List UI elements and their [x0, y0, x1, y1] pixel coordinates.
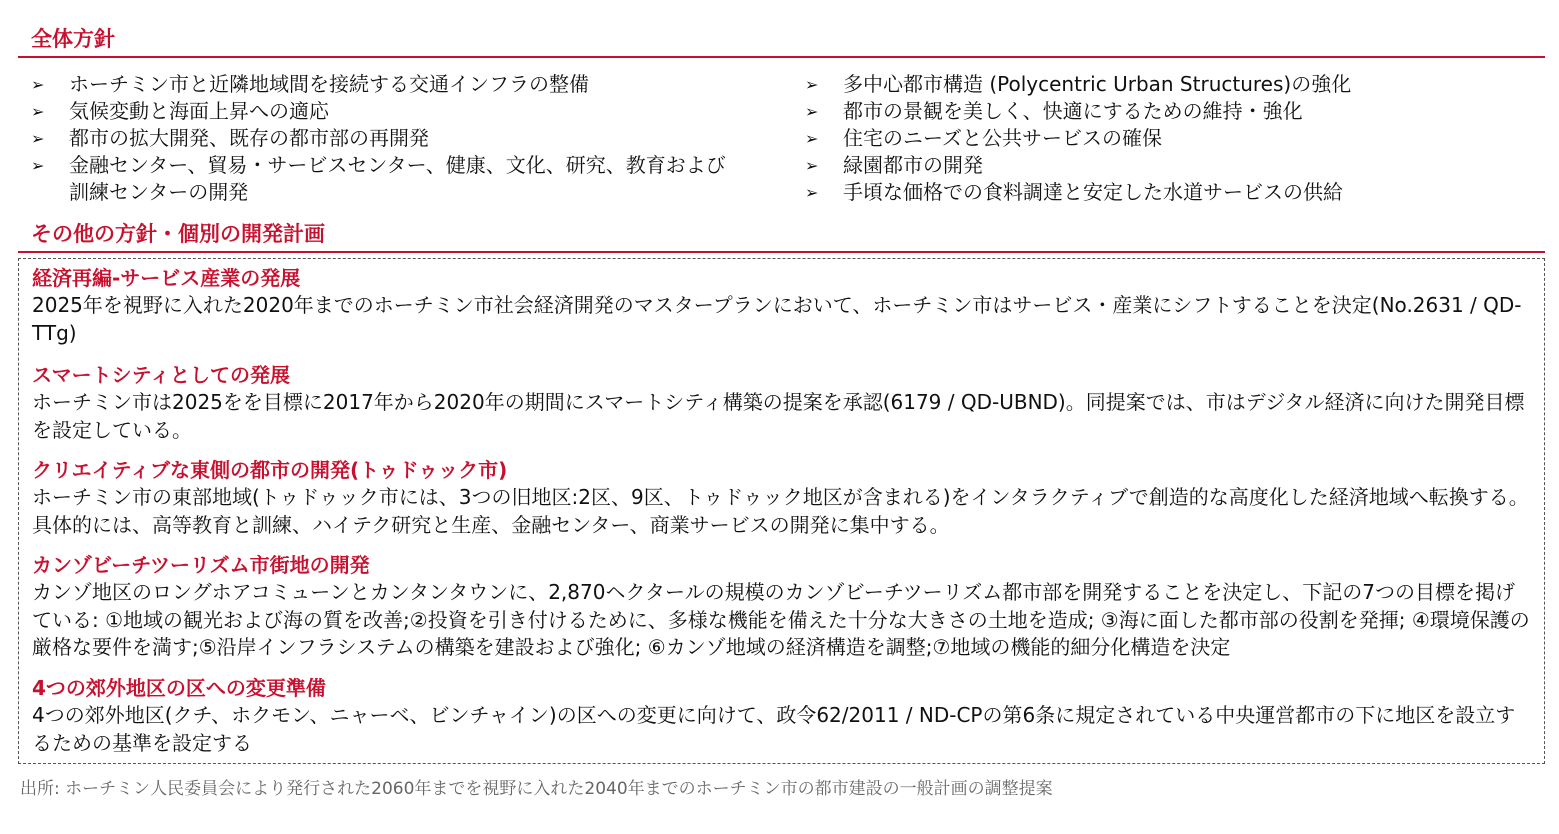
plan-item-suburban-districts	[32, 675, 1532, 757]
list-item: ➢ 金融センター、貿易・サービスセンター、健康、文化、研究、教育および	[31, 153, 726, 177]
arrow-bullet-icon: ➢	[31, 75, 45, 94]
development-plans-box	[18, 258, 1545, 764]
plan-item-title: 経済再編-サービス産業の発展	[32, 266, 301, 290]
source-note: 出所: ホーチミン人民委員会により発行された2060年までを視野に入れた2040年までのホーチミン市の都市建設の一般計画の調整提案	[20, 779, 1053, 799]
list-item: ➢ ホーチミン市と近隣地域間を接続する交通インフラの整備	[31, 72, 589, 96]
plan-item-body: 2025年を視野に入れた2020年までのホーチミン市社会経済開発のマスタープランにおいて、ホーチミン市はサービス・産業にシフトすることを決定(No.2631 / QD-TTg)	[32, 293, 1522, 345]
plan-item-body: カンゾ地区のロングホアコミューンとカンタンタウンに、2,870ヘクタールの規模のカンゾビーチツーリズム都市部を開発することを決定し、下記の7つの目標を掲げている: ①地域の観光および海の質を改善;②投資を引き付けるために、多様な機能を備えた十分な大きさの土地を造成; ③海に面した都市部の役割を発揮; ④環境保護の厳格な要件を満す;⑤沿岸インフラシステムの構築を建設および強化; ⑥カンゾ地域の経済構造を調整;⑦地域の機能的細分化構造を決定	[32, 580, 1530, 659]
section-title-overall-policy: 全体方針	[31, 27, 115, 51]
list-item: ➢ 気候変動と海面上昇への適応	[31, 99, 329, 123]
plan-item-economic-restructuring	[32, 265, 1532, 347]
arrow-bullet-icon: ➢	[805, 156, 819, 175]
plan-item-can-gio-beach	[32, 552, 1532, 662]
overall-policy-list-right	[805, 71, 1351, 206]
list-item: ➢ 都市の景観を美しく、快適にするための維持・強化	[805, 99, 1303, 123]
section-divider	[18, 251, 1545, 253]
overall-policy-list-left	[31, 71, 726, 206]
list-item: ➢ 緑園都市の開発	[805, 153, 983, 177]
list-item: ➢ 都市の拡大開発、既存の都市部の再開発	[31, 126, 429, 150]
plan-item-title: カンゾビーチツーリズム市街地の開発	[32, 553, 370, 577]
plan-item-title: 4つの郊外地区の区への変更準備	[32, 676, 326, 700]
plan-item-smart-city	[32, 362, 1532, 444]
arrow-bullet-icon: ➢	[805, 129, 819, 148]
arrow-bullet-icon: ➢	[31, 129, 45, 148]
list-item: ➢ 手頃な価格での食料調達と安定した水道サービスの供給	[805, 180, 1343, 204]
plan-item-title: スマートシティとしての発展	[32, 363, 290, 387]
arrow-bullet-icon: ➢	[805, 75, 819, 94]
list-item-continuation: 訓練センターの開発	[69, 180, 249, 204]
plan-item-title: クリエイティブな東側の都市の開発(トゥドゥック市)	[32, 458, 508, 482]
section-divider	[18, 56, 1545, 58]
list-item: ➢ 多中心都市構造 (Polycentric Urban Structures)の強化	[805, 72, 1352, 96]
plan-item-body: 4つの郊外地区(クチ、ホクモン、ニャーベ、ビンチャイン)の区への変更に向けて、政令62/2011 / ND-CPの第6条に規定されている中央運営都市の下に地区を設立するための基準を設定する	[32, 703, 1516, 755]
section-title-other-policies: その他の方針・個別の開発計画	[31, 222, 325, 246]
arrow-bullet-icon: ➢	[805, 102, 819, 121]
plan-item-body: ホーチミン市の東部地域(トゥドゥック市には、3つの旧地区:2区、9区、トゥドゥック地区が含まれる)をインタラクティブで創造的な高度化した経済地域へ転換する。具体的には、高等教育と訓練、ハイテク研究と生産、金融センター、商業サービスの開発に集中する。	[32, 485, 1529, 537]
list-item: ➢ 住宅のニーズと公共サービスの確保	[805, 126, 1162, 150]
arrow-bullet-icon: ➢	[805, 183, 819, 202]
arrow-bullet-icon: ➢	[31, 102, 45, 121]
plan-item-thu-duc-city	[32, 457, 1532, 539]
arrow-bullet-icon: ➢	[31, 156, 45, 175]
plan-item-body: ホーチミン市は2025をを目標に2017年から2020年の期間にスマートシティ構築の提案を承認(6179 / QD-UBND)。同提案では、市はデジタル経済に向けた開発目標を設定している。	[32, 390, 1525, 442]
